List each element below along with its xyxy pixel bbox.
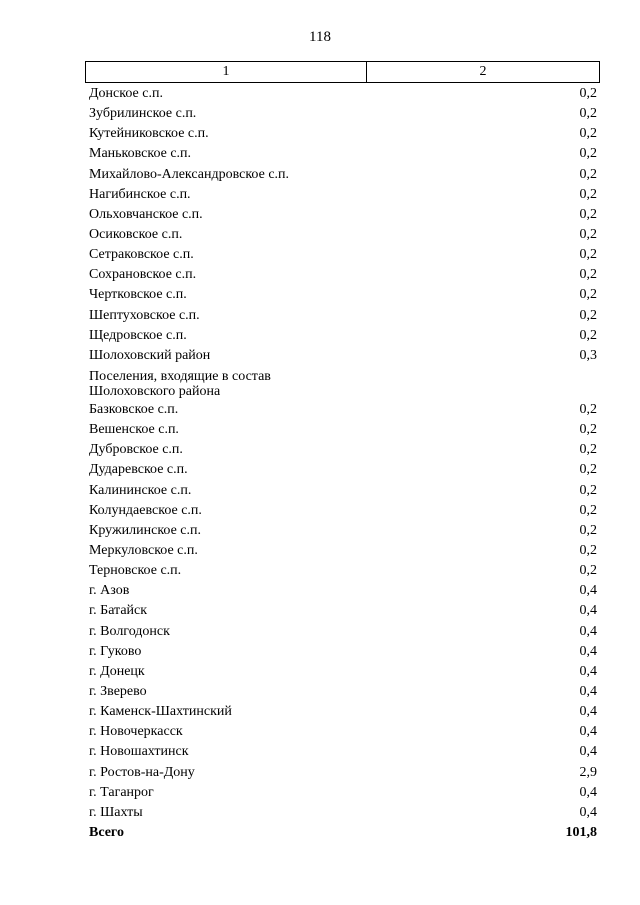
row-value: 0,2 xyxy=(579,307,597,323)
row-value: 0,4 xyxy=(579,603,597,619)
row-name: Меркуловское с.п. xyxy=(89,542,198,558)
row-name: г. Таганрог xyxy=(89,784,154,800)
row-name: Сохрановское с.п. xyxy=(89,267,197,283)
row-name: Михайлово-Александровское с.п. xyxy=(89,166,290,182)
row-name: Ольховчанское с.п. xyxy=(89,206,203,222)
row-name: г. Батайск xyxy=(89,603,148,619)
table-row xyxy=(89,501,597,521)
table-row xyxy=(89,326,597,346)
row-value: 0,4 xyxy=(579,704,597,720)
table-row xyxy=(89,225,597,245)
table-row xyxy=(89,763,597,783)
table-row xyxy=(89,440,597,460)
page-number: 118 xyxy=(309,29,331,45)
row-name: Дударевское с.п. xyxy=(89,462,188,478)
row-name: Шолоховский район xyxy=(89,347,211,363)
table-row xyxy=(89,601,597,621)
row-value: 0,2 xyxy=(579,166,597,182)
row-value: 0,2 xyxy=(579,226,597,242)
table-row xyxy=(89,481,597,501)
table-header xyxy=(85,61,600,83)
row-value: 0,4 xyxy=(579,683,597,699)
table-row xyxy=(89,205,597,225)
row-name: Зубрилинское с.п. xyxy=(89,106,197,122)
table-row xyxy=(89,366,597,400)
table-row xyxy=(89,420,597,440)
table-row xyxy=(89,185,597,205)
row-value: 0,2 xyxy=(579,563,597,579)
row-name: Кружилинское с.п. xyxy=(89,522,201,538)
row-name: г. Гуково xyxy=(89,643,142,659)
table-row xyxy=(89,642,597,662)
total-value: 101,8 xyxy=(565,824,597,840)
row-value: 0,2 xyxy=(579,502,597,518)
row-name: Терновское с.п. xyxy=(89,563,182,579)
row-value: 0,2 xyxy=(579,522,597,538)
table-row xyxy=(89,581,597,601)
table-row xyxy=(89,722,597,742)
table-row xyxy=(89,165,597,185)
table-row xyxy=(89,742,597,762)
row-value: 0,2 xyxy=(579,327,597,343)
row-name: Калининское с.п. xyxy=(89,482,192,498)
row-name: г. Шахты xyxy=(89,804,143,820)
table-row xyxy=(89,144,597,164)
row-name: г. Донецк xyxy=(89,663,145,679)
table-row xyxy=(89,702,597,722)
table-row xyxy=(89,783,597,803)
table-row xyxy=(89,265,597,285)
table-row xyxy=(89,346,597,366)
table-row xyxy=(89,245,597,265)
row-name: Щедровское с.п. xyxy=(89,327,187,343)
row-value: 0,4 xyxy=(579,724,597,740)
row-value: 0,2 xyxy=(579,442,597,458)
row-value: 0,2 xyxy=(579,422,597,438)
table-row xyxy=(89,460,597,480)
row-name: Шептуховское с.п. xyxy=(89,307,200,323)
row-name: г. Азов xyxy=(89,583,130,599)
total-label: Всего xyxy=(89,824,124,840)
row-name: Чертковское с.п. xyxy=(89,287,187,303)
row-name: г. Волгодонск xyxy=(89,623,170,639)
row-name: г. Каменск-Шахтинский xyxy=(89,704,232,720)
row-name: Дубровское с.п. xyxy=(89,442,183,458)
row-value: 0,4 xyxy=(579,643,597,659)
row-name: г. Новошахтинск xyxy=(89,744,189,760)
row-value: 0,2 xyxy=(579,106,597,122)
table-row xyxy=(89,521,597,541)
row-value: 0,2 xyxy=(579,401,597,417)
row-value: 0,2 xyxy=(579,482,597,498)
row-value: 0,4 xyxy=(579,583,597,599)
row-name: Маньковское с.п. xyxy=(89,146,192,162)
table-body xyxy=(89,84,597,843)
table-row xyxy=(89,84,597,104)
table-row xyxy=(89,682,597,702)
row-value: 0,4 xyxy=(579,744,597,760)
table-row xyxy=(89,104,597,124)
row-value: 0,2 xyxy=(579,86,597,101)
table-row xyxy=(89,662,597,682)
row-name: Сетраковское с.п. xyxy=(89,247,194,263)
row-name: Поселения, входящие в состав Шолоховского района xyxy=(89,368,271,399)
row-name: Осиковское с.п. xyxy=(89,226,183,242)
row-name: Нагибинское с.п. xyxy=(89,186,191,202)
row-value: 0,4 xyxy=(579,784,597,800)
row-value: 0,4 xyxy=(579,663,597,679)
row-value: 0,2 xyxy=(579,287,597,303)
row-name: г. Зверево xyxy=(89,683,147,699)
table-row xyxy=(89,541,597,561)
row-value: 0,2 xyxy=(579,206,597,222)
row-value: 0,2 xyxy=(579,542,597,558)
table-row xyxy=(89,306,597,326)
total-row xyxy=(89,823,597,843)
column-header-1: 1 xyxy=(86,62,367,82)
row-name: Колундаевское с.п. xyxy=(89,502,202,518)
row-value: 0,2 xyxy=(579,126,597,142)
row-value: 0,2 xyxy=(579,186,597,202)
row-name: г. Ростов-на-Дону xyxy=(89,764,195,780)
row-name: Кутейниковское с.п. xyxy=(89,126,209,142)
row-name: Донское с.п. xyxy=(89,86,163,101)
row-value: 0,3 xyxy=(579,347,597,363)
table-row xyxy=(89,622,597,642)
table-row xyxy=(89,400,597,420)
row-value: 0,2 xyxy=(579,462,597,478)
row-value: 0,2 xyxy=(579,247,597,263)
table-row xyxy=(89,561,597,581)
table-row xyxy=(89,803,597,823)
row-value: 0,4 xyxy=(579,804,597,820)
row-value: 0,4 xyxy=(579,623,597,639)
row-name: г. Новочеркасск xyxy=(89,724,183,740)
row-value: 0,2 xyxy=(579,146,597,162)
table-row xyxy=(89,124,597,144)
column-header-2: 2 xyxy=(479,64,487,79)
row-value: 2,9 xyxy=(579,764,597,780)
row-name: Базковское с.п. xyxy=(89,401,179,417)
table-row xyxy=(89,285,597,305)
row-name: Вешенское с.п. xyxy=(89,422,179,438)
row-value: 0,2 xyxy=(579,267,597,283)
